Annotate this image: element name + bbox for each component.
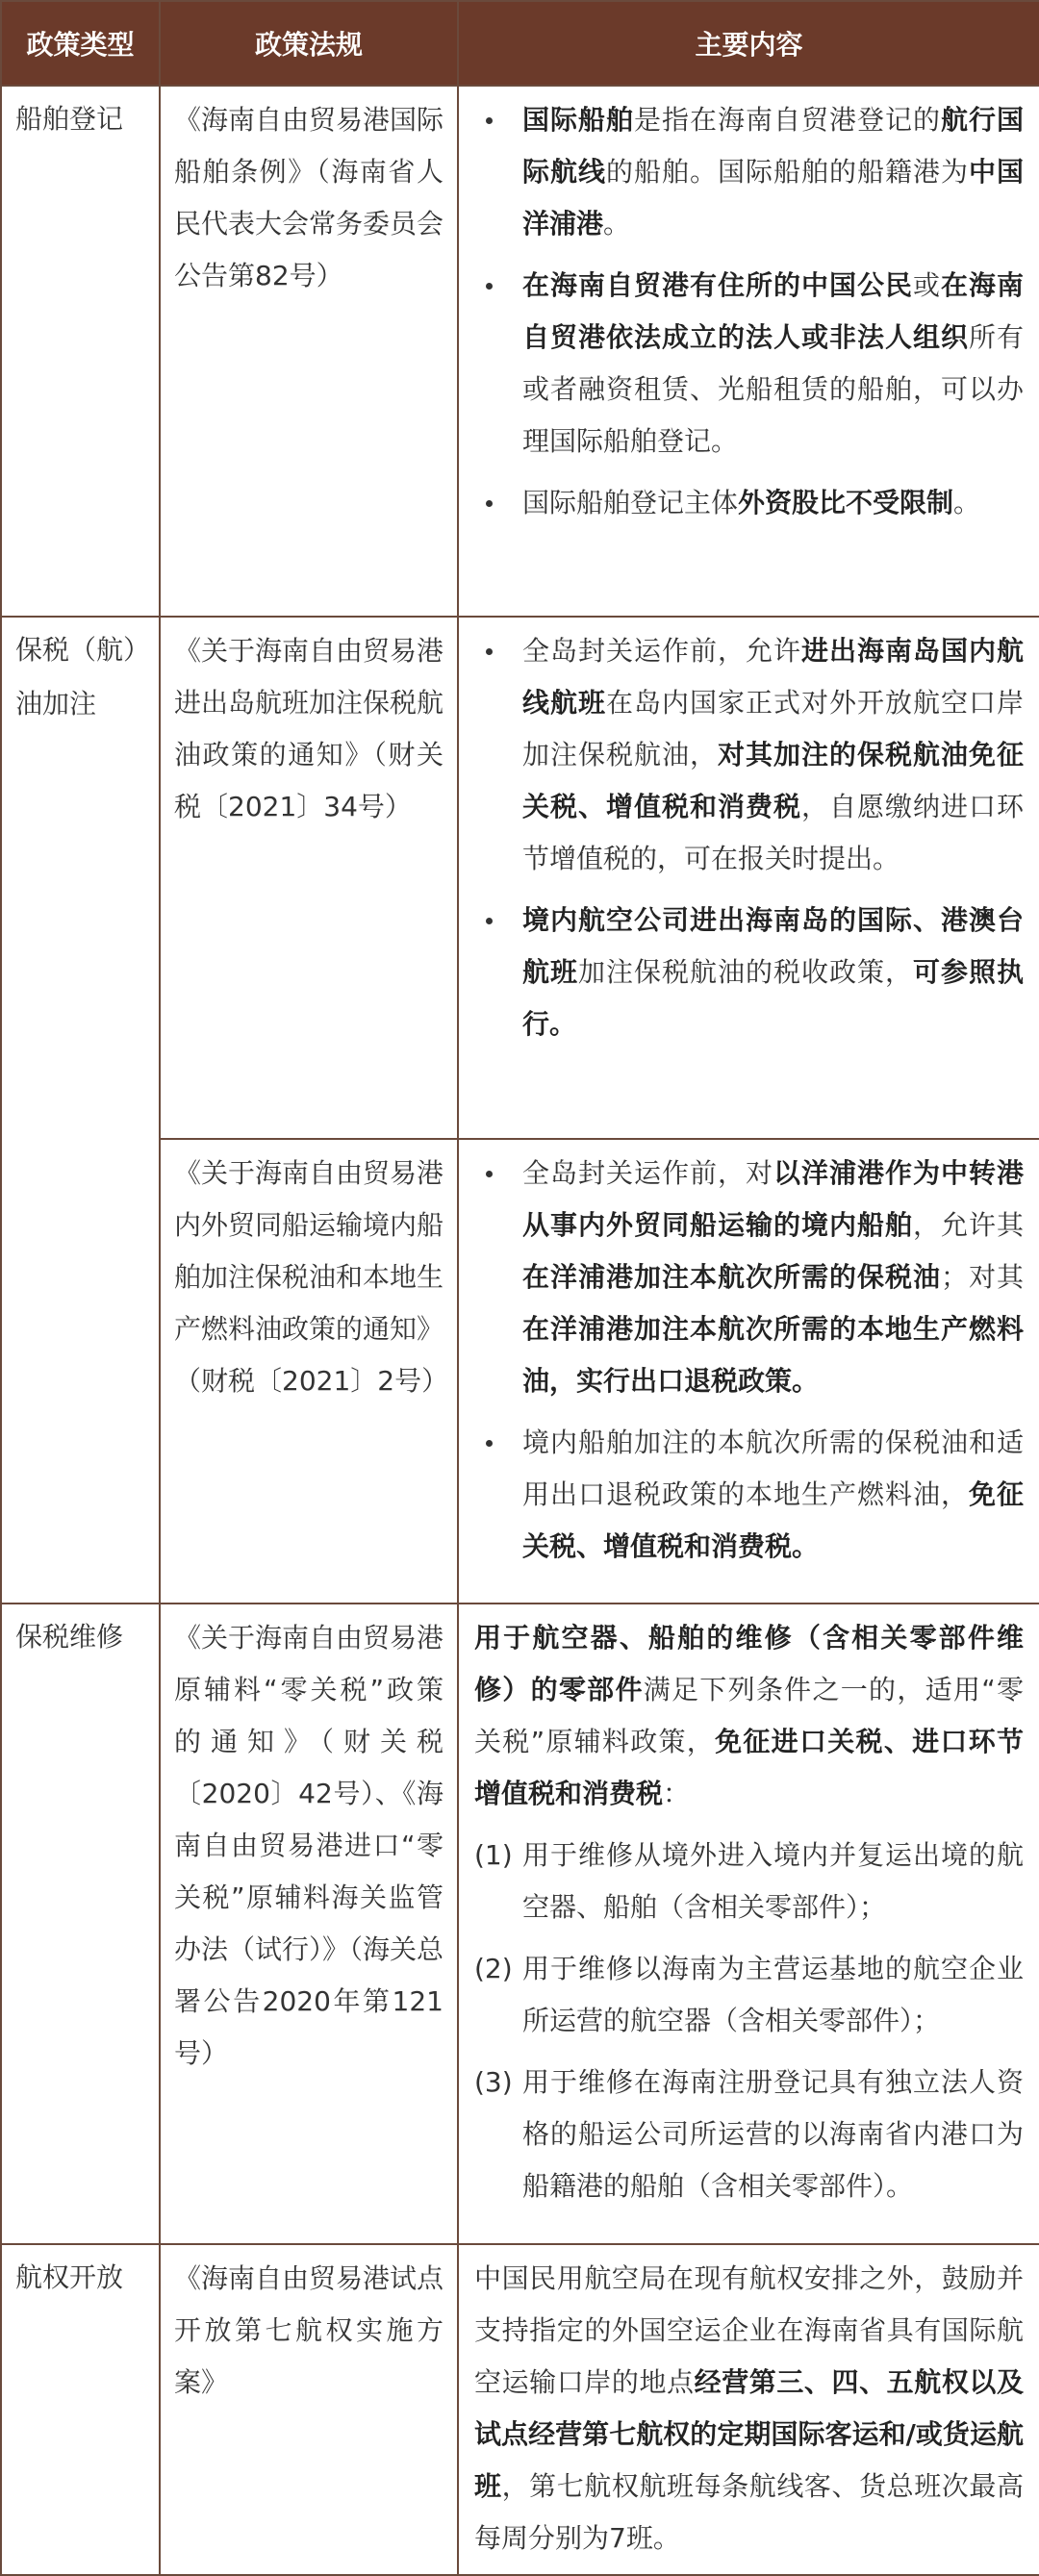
list-item	[474, 1417, 1024, 1573]
main-content-cell	[458, 1604, 1039, 2244]
content-bullets	[474, 625, 1024, 1050]
list-item	[474, 625, 1024, 885]
bold-text: 中国洋浦港	[522, 156, 1024, 240]
bold-text: 进出海南岛国内航线航班	[522, 635, 1024, 719]
bold-text: 免征进口关税、进口环节增值税和消费税	[474, 1726, 1024, 1809]
bold-text: 对其加注的保税航油免征关税、增值税和消费税	[522, 739, 1024, 822]
text-segment: 。	[603, 208, 631, 240]
list-item	[474, 1148, 1024, 1407]
list-item	[474, 94, 1024, 250]
text-segment: 全岛封关运作前，对	[522, 1157, 773, 1189]
table-row	[1, 2244, 1039, 2575]
main-content-cell	[458, 1139, 1039, 1604]
list-item	[474, 1830, 1024, 1933]
list-item	[474, 895, 1024, 1050]
policy-law-cell: 《海南自由贸易港国际船舶条例》（海南省人民代表大会常务委员会公告第82号）	[160, 86, 458, 617]
list-item	[474, 260, 1024, 467]
text-segment: 或	[912, 269, 941, 301]
bold-text: 免征关税、增值税和消费税。	[522, 1478, 1024, 1562]
main-content-cell	[458, 2244, 1039, 2575]
content-numbered-list	[474, 1830, 1024, 2212]
content-paragraph	[474, 2253, 1024, 2564]
policy-law-cell: 《海南自由贸易港试点开放第七航权实施方案》	[160, 2244, 458, 2575]
content-bullets	[474, 1148, 1024, 1573]
table-row	[1, 1604, 1039, 2244]
policy-type-cell: 保税维修	[1, 1604, 160, 2244]
bold-text: 境内航空公司进出海南岛的国际、港澳台航班	[522, 904, 1024, 988]
bold-text: 外资股比不受限制	[738, 487, 954, 518]
text-segment: 在岛内国家正式对外开放航空口岸加注保税航油，	[522, 687, 1024, 770]
table-row	[1, 617, 1039, 1139]
policy-type-cell: 保税（航）油加注	[1, 617, 160, 1604]
header-policy-type: 政策类型	[1, 1, 160, 86]
item-number: (1)	[474, 1839, 513, 1871]
bold-text: 在洋浦港加注本航次所需的保税油	[522, 1261, 941, 1293]
text-segment: 中国民用航空局在现有航权安排之外，鼓励并支持指定的外国空运企业在海南省具有国际航空运输口岸的地点	[474, 2262, 1024, 2398]
list-item	[474, 1943, 1024, 2047]
bold-text: 可参照执行。	[522, 956, 1024, 1040]
text-segment: 。	[953, 487, 981, 518]
text-segment: ，自愿缴纳进口环节增值税的，可在报关时提出。	[522, 791, 1024, 874]
item-number: (2)	[474, 1953, 513, 1984]
policy-law-cell: 《关于海南自由贸易港内外贸同船运输境内船舶加注保税油和本地生产燃料油政策的通知》（财税〔2021〕2号）	[160, 1139, 458, 1604]
bold-text: 用于航空器、船舶的维修（含相关零部件维修）的零部件	[474, 1622, 1024, 1705]
bold-text: 在洋浦港加注本航次所需的本地生产燃料油，实行出口退税政策。	[522, 1313, 1024, 1397]
list-item	[474, 477, 1024, 529]
text-segment: 的船舶。国际船舶的船籍港为	[606, 156, 969, 188]
policy-type-cell: 航权开放	[1, 2244, 160, 2575]
text-segment: 境内船舶加注的本航次所需的保税油和适用出口退税政策的本地生产燃料油，	[522, 1427, 1024, 1510]
table-header	[1, 1, 1039, 86]
bold-text: 以洋浦港作为中转港从事内外贸同船运输的境内船舶	[522, 1157, 1024, 1241]
policy-type-cell: 船舶登记	[1, 86, 160, 617]
bold-text: 航行国际航线	[522, 104, 1024, 188]
text-segment: ；对其	[940, 1261, 1024, 1293]
content-bullets	[474, 94, 1024, 529]
header-main-content: 主要内容	[458, 1, 1039, 86]
policy-law-cell: 《关于海南自由贸易港原辅料“零关税”政策的通知》（财关税〔2020〕42号）、《海南自由贸易港进口“零关税”原辅料海关监管办法（试行）》（海关总署公告2020年第121号）	[160, 1604, 458, 2244]
main-content-cell	[458, 86, 1039, 617]
text-segment: 满足下列条件之一的，适用“零关税”原辅料政策，	[474, 1674, 1024, 1757]
text-segment: ，允许其	[912, 1209, 1024, 1241]
header-policy-law: 政策法规	[160, 1, 458, 86]
item-text: 用于维修从境外进入境内并复运出境的航空器、船舶（含相关零部件）；	[522, 1839, 1024, 1923]
text-segment: ：	[663, 1778, 691, 1809]
table-row	[1, 86, 1039, 617]
list-item	[474, 2057, 1024, 2212]
item-number: (3)	[474, 2066, 513, 2098]
bold-text: 经营第三、四、五航权以及试点经营第七航权的定期国际客运和/或货运航班	[474, 2366, 1024, 2502]
text-segment: 全岛封关运作前，允许	[522, 635, 801, 667]
text-segment: 是指在海南自贸港登记的	[634, 104, 941, 136]
text-segment: ，第七航权航班每条航线客、货总班次最高每周分别为7班。	[474, 2470, 1024, 2554]
item-text: 用于维修在海南注册登记具有独立法人资格的船运公司所运营的以海南省内港口为船籍港的船舶（含相关零部件）。	[522, 2066, 1024, 2202]
text-segment: 国际船舶登记主体	[522, 487, 739, 518]
bold-text: 在海南自贸港有住所的中国公民	[522, 269, 913, 301]
content-intro	[474, 1612, 1024, 1820]
text-segment: 所有或者融资租赁、光船租赁的船舶，可以办理国际船舶登记。	[522, 321, 1024, 457]
policy-law-cell: 《关于海南自由贸易港进出岛航班加注保税航油政策的通知》（财关税〔2021〕34号）	[160, 617, 458, 1139]
text-segment: 加注保税航油的税收政策，	[578, 956, 913, 988]
bold-text: 国际船舶	[522, 104, 634, 136]
item-text: 用于维修以海南为主营运基地的航空企业所运营的航空器（含相关零部件）；	[522, 1953, 1024, 2036]
main-content-cell	[458, 617, 1039, 1139]
bold-text: 在海南自贸港依法成立的法人或非法人组织	[522, 269, 1024, 353]
